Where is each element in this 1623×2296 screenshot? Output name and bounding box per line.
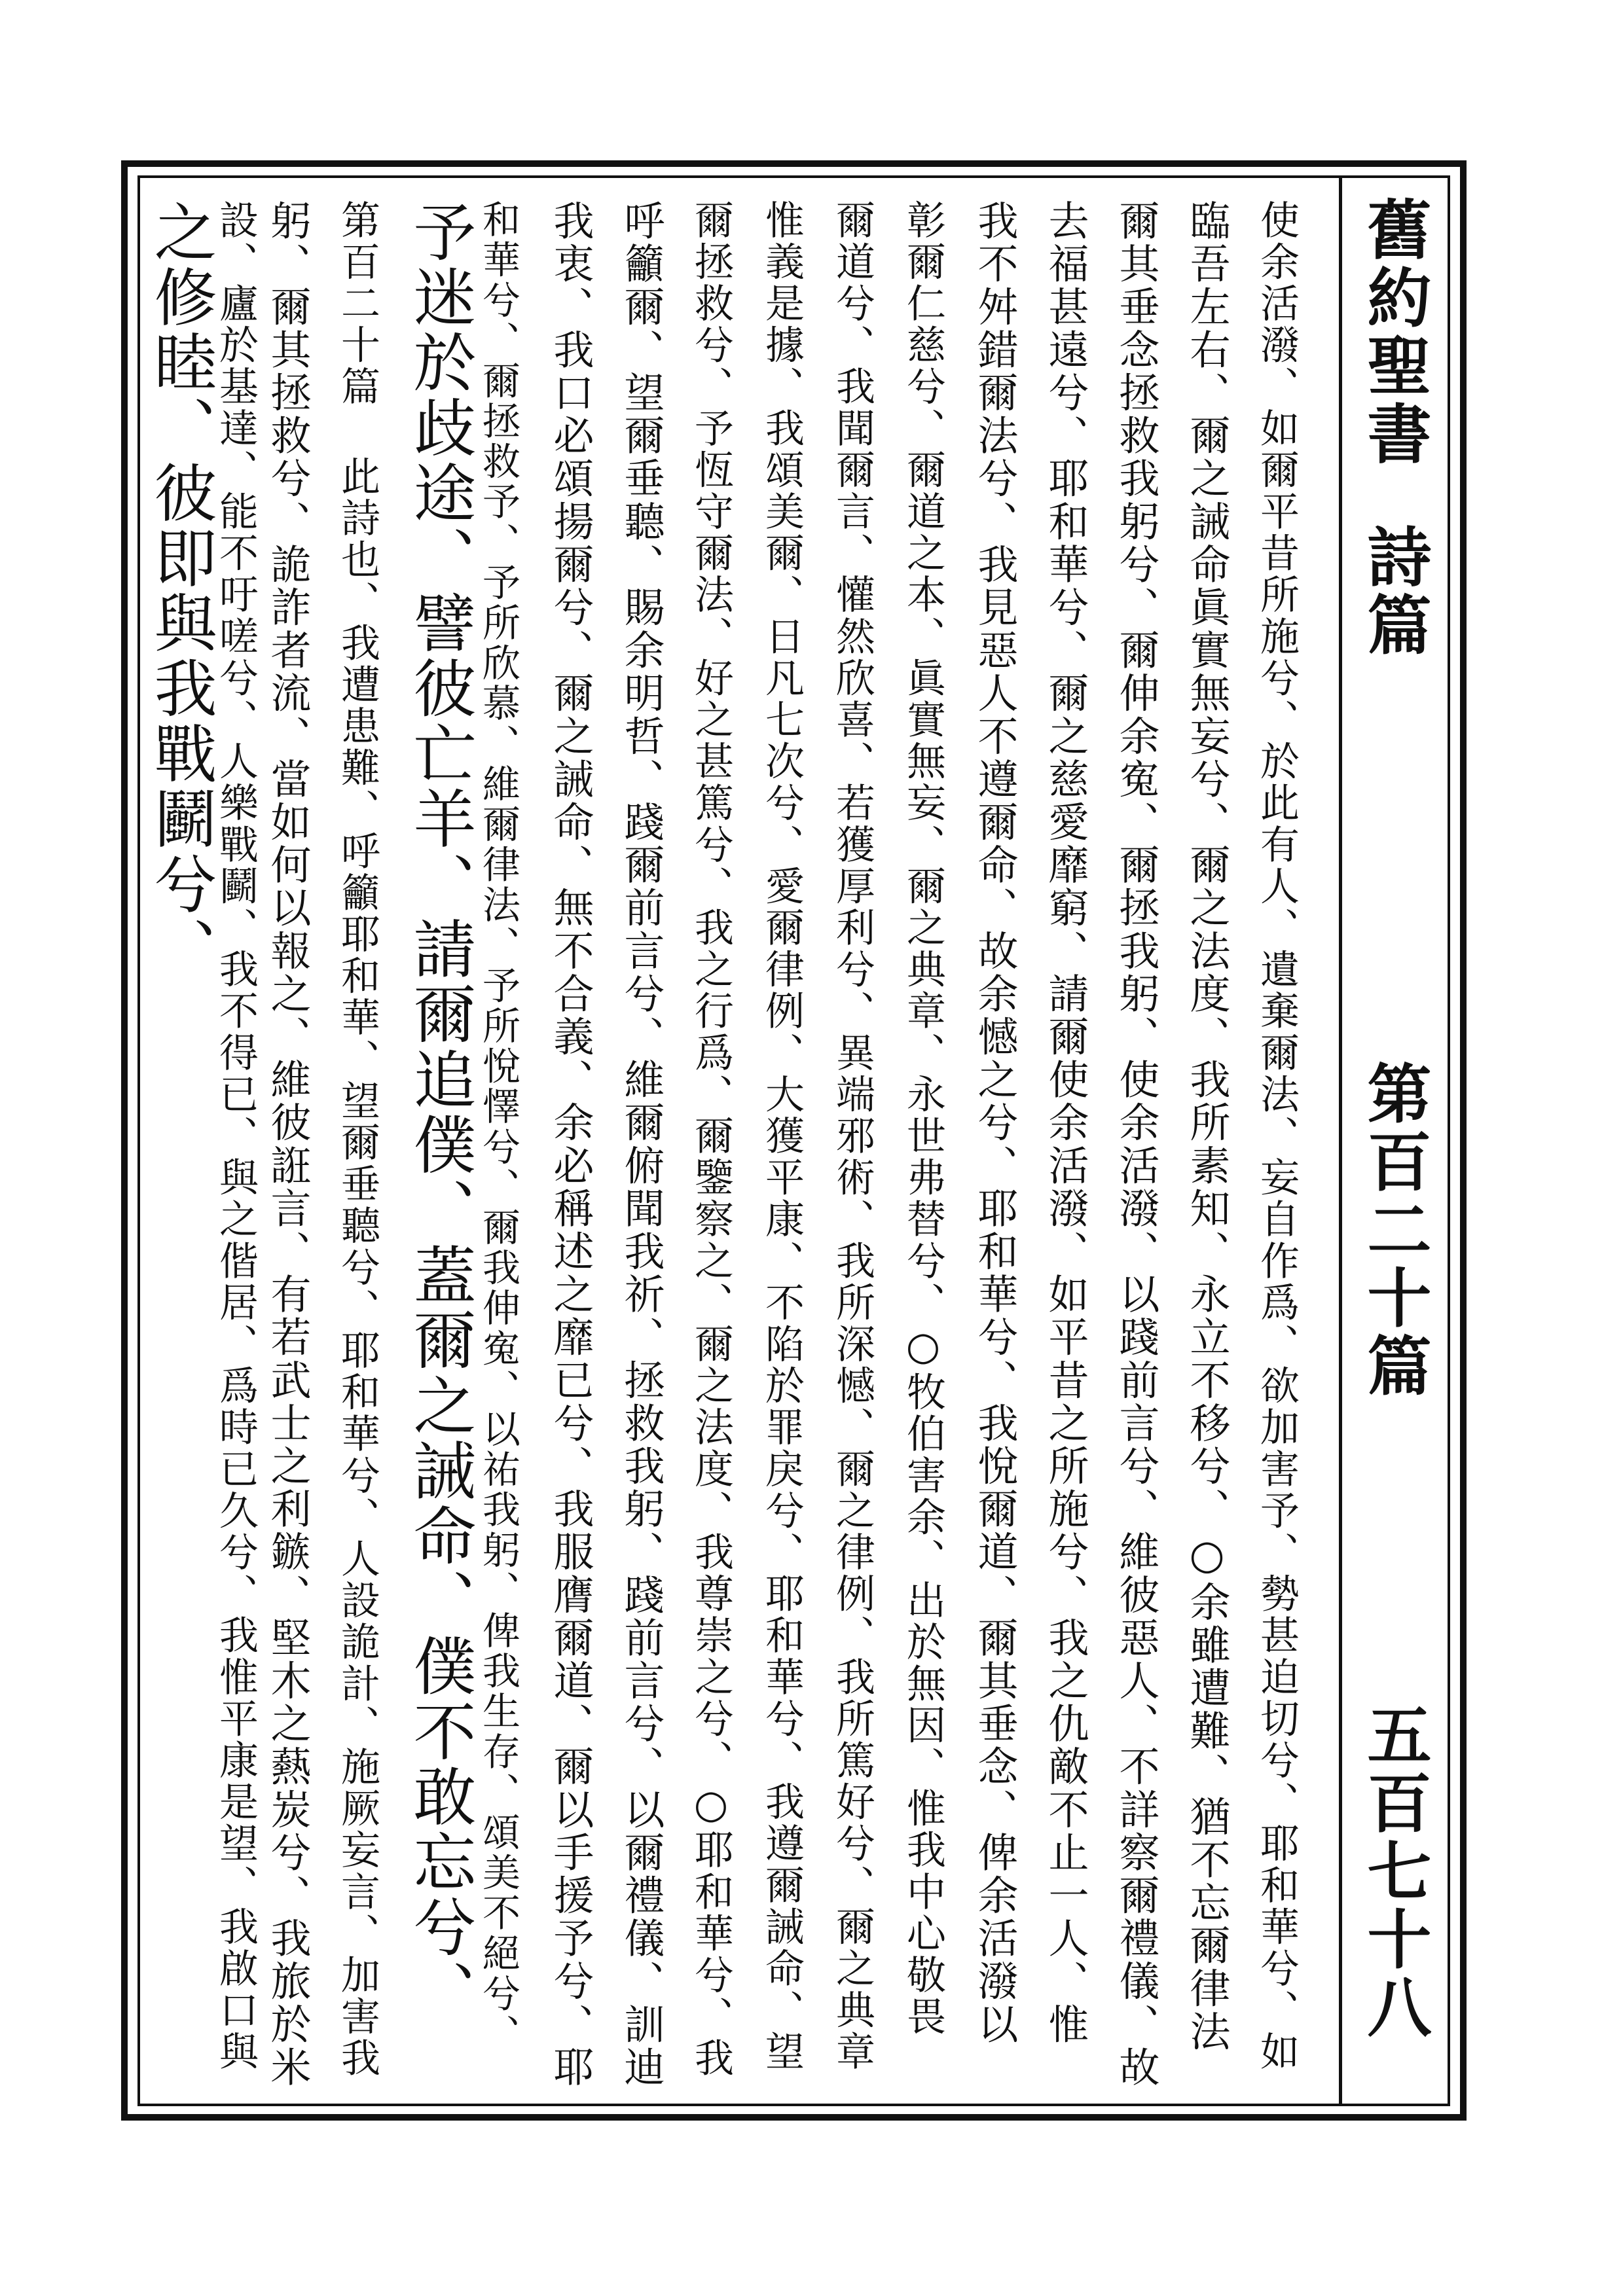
- text-column-1: 使余活潑、如爾平昔所施兮、於此有人、遺棄爾法、妄自作爲、欲加害予、勢甚迫切兮、耶和華兮、如: [1254, 200, 1300, 2073]
- text-column-6: 彰爾仁慈兮、爾道之本、眞實無妄、爾之典章、永世弗替兮、○牧伯害余、出於無因、惟我中心敬畏: [900, 200, 946, 2038]
- text-column-14: 第百二十篇 此詩也、我遭患難、呼籲耶和華、望爾垂聽兮、耶和華兮、人設詭計、施厥妄言、加害我: [335, 200, 380, 2079]
- text-column-5: 我不舛錯爾法兮、我見惡人不遵爾命、故余憾之兮、耶和華兮、我悅爾道、爾其垂念、俾余活潑以: [971, 200, 1019, 2046]
- header-divider: [1339, 175, 1342, 2106]
- text-column-16: 設、廬於基達、能不吁嗟兮、人樂戰鬬、我不得已、與之偕居、爲時已久兮、我惟平康是望、我啟口與: [213, 200, 259, 2073]
- section-title: 詩篇: [1357, 524, 1432, 660]
- text-column-3: 爾其垂念拯救我躬兮、爾伸余寃、爾拯我躬、使余活潑、以踐前言兮、維彼惡人、不詳察爾禮儀、故: [1112, 200, 1160, 2089]
- page-number: 五百七十八: [1357, 1702, 1432, 2042]
- book-title: 舊約聖書: [1357, 196, 1432, 469]
- text-column-8: 惟義是據、我頌美爾、日凡七次兮、愛爾律例、大獲平康、不陷於罪戾兮、耶和華兮、我遵爾誡命、望: [759, 200, 805, 2073]
- text-column-13: 予迷於歧途、譬彼亡羊、請爾追僕、蓋爾之誡命、僕不敢忘兮、: [403, 200, 477, 2025]
- text-column-11: 我衷、我口必頌揚爾兮、爾之誡命、無不合義、余必稱述之靡已兮、我服膺爾道、爾以手援予兮、耶: [547, 200, 594, 2089]
- text-column-4: 去福甚遠兮、耶和華兮、爾之慈愛靡窮、請爾使余活潑、如平昔之所施兮、我之仇敵不止一人、惟: [1042, 200, 1089, 2046]
- chapter-heading: 第百二十篇: [1357, 1060, 1432, 1401]
- text-column-17: 之修睦、彼即與我戰鬬兮、: [144, 200, 217, 982]
- text-column-10: 呼籲爾、望爾垂聽、賜余明哲、踐爾前言兮、維爾俯聞我祈、拯救我躬、踐前言兮、以爾禮儀、訓迪: [617, 200, 665, 2089]
- text-column-12: 和華兮、爾拯救予、予所欣慕、維爾律法、予所悅懌兮、爾我伸寃、以祐我躬、俾我生存、頌美不絕兮、: [476, 200, 520, 2054]
- text-column-7: 爾道兮、我聞爾言、懽然欣喜、若獲厚利兮、異端邪術、我所深憾、爾之律例、我所篤好兮、爾之典章: [830, 200, 875, 2073]
- text-column-2: 臨吾左右、爾之誡命眞實無妄兮、爾之法度、我所素知、永立不移兮、○余雖遭難、猶不忘爾律法: [1183, 200, 1231, 2053]
- text-column-9: 爾拯救兮、予恆守爾法、好之甚篤兮、我之行爲、爾鑒察之、爾之法度、我尊崇之兮、○耶和華兮、我: [688, 200, 734, 2079]
- text-column-15: 躬、爾其拯救兮、詭詐者流、當如何以報之、維彼誑言、有若武士之利鏃、堅木之爇炭兮、我旅於米: [264, 200, 312, 2089]
